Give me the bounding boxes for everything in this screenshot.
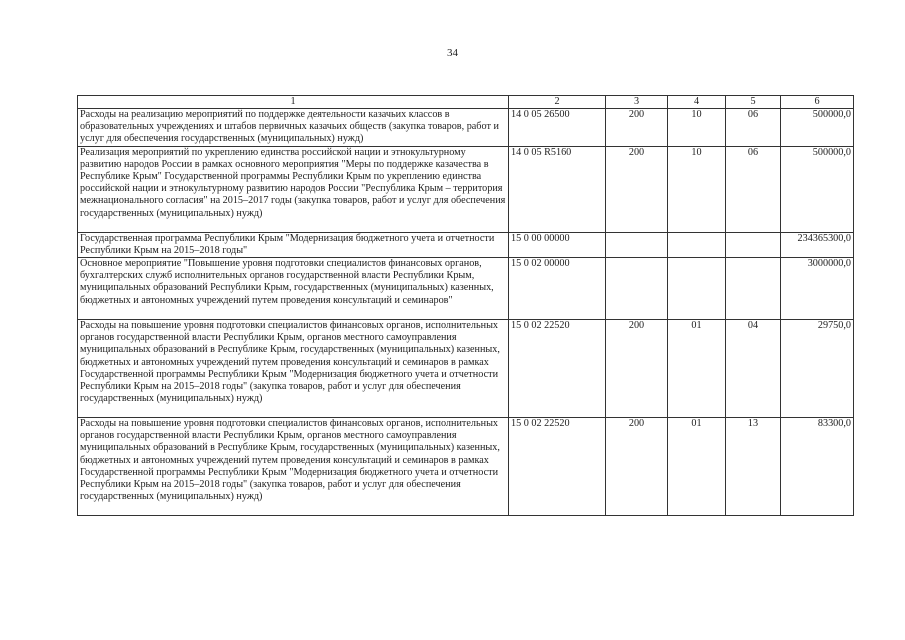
row-expense-type: 200: [606, 146, 668, 232]
row-subsection: 06: [726, 109, 781, 147]
row-target-article: 14 0 05 R5160: [509, 146, 606, 232]
row-name: Расходы на реализацию мероприятий по поддержке деятельности казачьих классов в образовательных учреждениях и штабов первичных казачьих обществ (закупка товаров, работ и услуг для обеспечения государственных (муниципальных) нужд): [78, 109, 509, 147]
row-amount: 234365300,0: [781, 232, 854, 257]
page-number: 34: [447, 47, 458, 59]
row-name: Основное мероприятие "Повышение уровня подготовки специалистов финансовых органов, бухгалтерских служб исполнительных органов государственной власти Республики Крым, муниципальных образований Республики Крым, государственных (муниципальных) казенных, бюджетных и автономных учреждений путем проведения консультаций и семинаров": [78, 258, 509, 320]
row-amount: 500000,0: [781, 109, 854, 147]
row-name: Расходы на повышение уровня подготовки специалистов финансовых органов, исполнительных органов государственной власти Республики Крым, органов местного самоуправления муниципальных образований в Республике Крым, государственных (муниципальных) казенных, бюджетных и автономных учреждений путем проведения консультаций и семинаров в рамках Государственной программы Республики Крым "Модернизация бюджетного учета и отчетности Республики Крым на 2015–2018 годы" (закупка товаров, работ и услуг для обеспечения государственных (муниципальных) нужд): [78, 418, 509, 516]
row-target-article: 14 0 05 26500: [509, 109, 606, 147]
row-amount: 500000,0: [781, 146, 854, 232]
table-row: [78, 146, 854, 232]
column-header-amount: 6: [781, 96, 854, 109]
row-subsection: 06: [726, 146, 781, 232]
table-row: [78, 320, 854, 418]
table-row: [78, 258, 854, 320]
row-section: 10: [668, 109, 726, 147]
table-row: [78, 232, 854, 257]
row-subsection: 13: [726, 418, 781, 516]
budget-table: [77, 95, 854, 516]
row-target-article: 15 0 02 00000: [509, 258, 606, 320]
row-amount: 3000000,0: [781, 258, 854, 320]
row-expense-type: 200: [606, 418, 668, 516]
row-target-article: 15 0 00 00000: [509, 232, 606, 257]
row-section: [668, 258, 726, 320]
row-amount: 83300,0: [781, 418, 854, 516]
row-section: 01: [668, 320, 726, 418]
row-expense-type: [606, 232, 668, 257]
row-target-article: 15 0 02 22520: [509, 320, 606, 418]
row-amount: 29750,0: [781, 320, 854, 418]
column-header-expense-type: 3: [606, 96, 668, 109]
column-header-target-article: 2: [509, 96, 606, 109]
row-name: Реализация мероприятий по укреплению единства российской нации и этнокультурному развитию народов России в рамках основного мероприятия "Меры по поддержке казачества в Республике Крым" Государственной программы Республики Крым по укреплению единства российской нации и этнокультурному развитию народов России "Республика Крым – территория межнационального согласия" на 2015–2017 годы (закупка товаров, работ и услуг для обеспечения государственных (муниципальных) нужд): [78, 146, 509, 232]
table-row: [78, 418, 854, 516]
column-header-section: 4: [668, 96, 726, 109]
row-subsection: 04: [726, 320, 781, 418]
table-row: [78, 109, 854, 147]
row-subsection: [726, 258, 781, 320]
column-header-name: 1: [78, 96, 509, 109]
row-name: Расходы на повышение уровня подготовки специалистов финансовых органов, исполнительных органов государственной власти Республики Крым, органов местного самоуправления муниципальных образований в Республике Крым, государственных (муниципальных) казенных, бюджетных и автономных учреждений путем проведения консультаций и семинаров в рамках Государственной программы Республики Крым "Модернизация бюджетного учета и отчетности Республики Крым на 2015–2018 годы" (закупка товаров, работ и услуг для обеспечения государственных (муниципальных) нужд): [78, 320, 509, 418]
row-subsection: [726, 232, 781, 257]
row-section: 01: [668, 418, 726, 516]
table-header-row: [78, 96, 854, 109]
row-target-article: 15 0 02 22520: [509, 418, 606, 516]
row-section: 10: [668, 146, 726, 232]
row-section: [668, 232, 726, 257]
row-name: Государственная программа Республики Крым "Модернизация бюджетного учета и отчетности Республики Крым на 2015–2018 годы": [78, 232, 509, 257]
row-expense-type: 200: [606, 320, 668, 418]
row-expense-type: 200: [606, 109, 668, 147]
row-expense-type: [606, 258, 668, 320]
column-header-subsection: 5: [726, 96, 781, 109]
